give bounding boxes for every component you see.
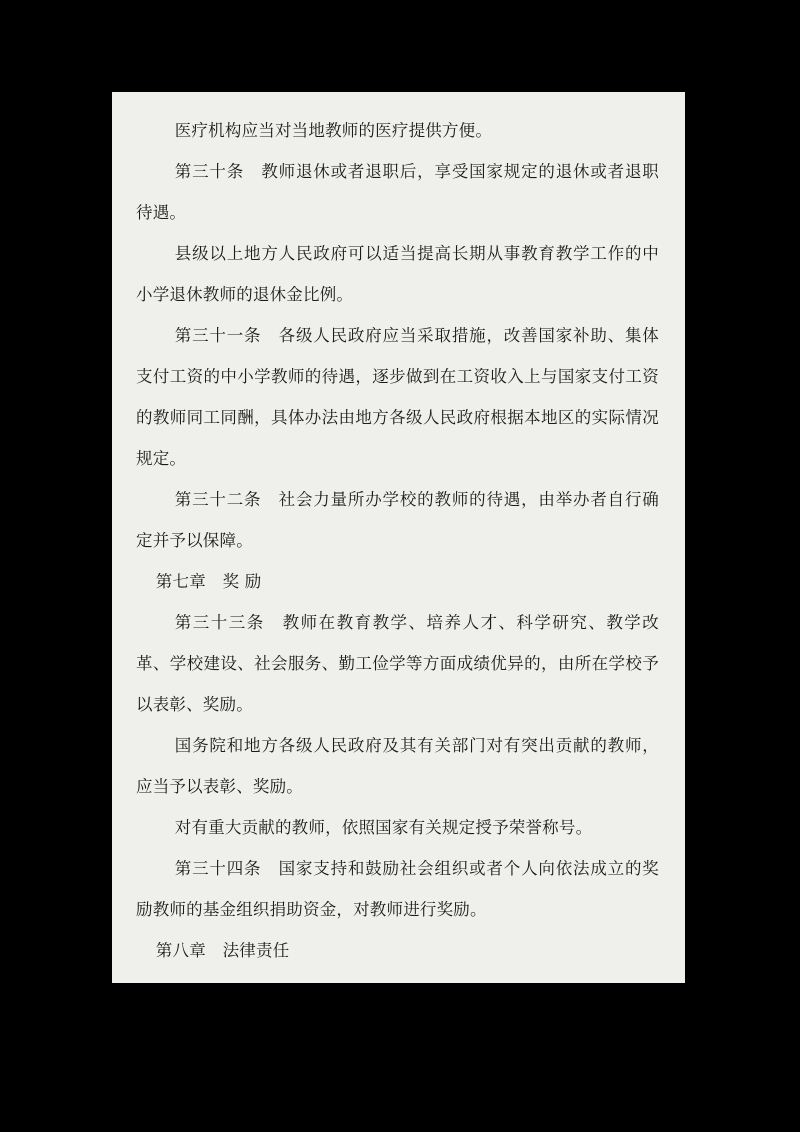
document-paragraph: 对有重大贡献的教师，依照国家有关规定授予荣誉称号。 — [174, 818, 593, 837]
section-heading: 第七章 奖 励 — [155, 572, 262, 591]
document-paragraph: 第三十三条 教师在教育教学、培养人才、科学研究、教学改革、学校建设、社会服务、勤工俭学等方面成绩优异的，由所在学校予以表彰、奖励。 — [136, 613, 659, 714]
document-paragraph: 县级以上地方人民政府可以适当提高长期从事教育教学工作的中小学退休教师的退休金比例。 — [136, 244, 659, 304]
document-text-body — [136, 110, 659, 971]
section-heading: 第八章 法律责任 — [155, 941, 290, 960]
document-paragraph: 国务院和地方各级人民政府及其有关部门对有突出贡献的教师，应当予以表彰、奖励。 — [136, 736, 659, 796]
document-paragraph: 医疗机构应当对当地教师的医疗提供方便。 — [174, 121, 493, 140]
document-paragraph: 第三十四条 国家支持和鼓励社会组织或者个人向依法成立的奖励教师的基金组织捐助资金，对教师进行奖励。 — [136, 859, 659, 919]
document-paragraph: 第三十二条 社会力量所办学校的教师的待遇，由举办者自行确定并予以保障。 — [136, 490, 659, 550]
document-paragraph: 第三十一条 各级人民政府应当采取措施，改善国家补助、集体支付工资的中小学教师的待遇，逐步做到在工资收入上与国家支付工资的教师同工同酬，具体办法由地方各级人民政府根据本地区的实际情况规定。 — [136, 326, 659, 468]
document-paragraph: 第三十条 教师退休或者退职后，享受国家规定的退休或者退职待遇。 — [136, 162, 659, 222]
document-page — [112, 92, 685, 983]
